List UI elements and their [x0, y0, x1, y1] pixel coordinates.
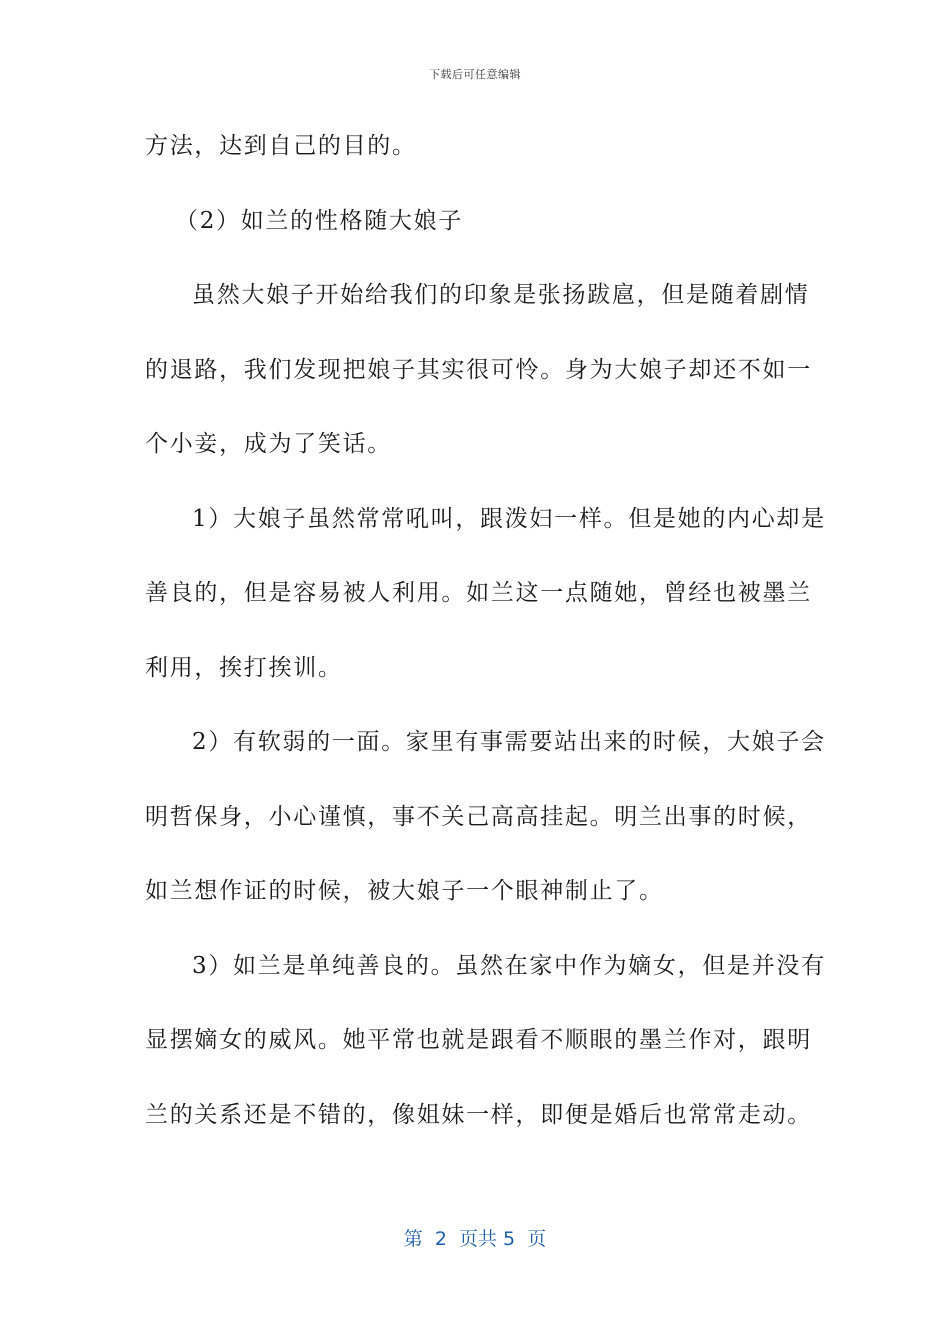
paragraph-line: 虽然大娘子开始给我们的印象是张扬跋扈，但是随着剧情 — [192, 282, 810, 308]
header-note: 下载后可任意编辑 — [429, 68, 521, 81]
paragraph-line: 2）有软弱的一面。家里有事需要站出来的时候，大娘子会 — [192, 729, 826, 755]
document-body — [145, 121, 826, 1164]
paragraph-line: 善良的，但是容易被人利用。如兰这一点随她，曾经也被墨兰 — [145, 580, 812, 606]
paragraph-line: 兰的关系还是不错的，像姐妹一样，即便是婚后也常常走动。 — [145, 1101, 812, 1128]
paragraph-line: 利用，挨打挨训。 — [145, 654, 343, 681]
paragraph-line: 明哲保身，小心谨慎，事不关己高高挂起。明兰出事的时候， — [145, 803, 812, 830]
paragraph-line: 3）如兰是单纯善良的。虽然在家中作为嫡女，但是并没有 — [192, 952, 826, 979]
paragraph-line: 的退路，我们发现把娘子其实很可怜。身为大娘子却还不如一 — [145, 356, 812, 383]
section-heading: （2）如兰的性格随大娘子 — [175, 207, 464, 234]
paragraph-line: 1）大娘子虽然常常吼叫，跟泼妇一样。但是她的内心却是 — [192, 505, 826, 532]
paragraph-line: 方法，达到自己的目的。 — [145, 133, 417, 159]
page-number: 第 2 页共 5 页 — [403, 1228, 547, 1250]
paragraph-line: 如兰想作证的时候，被大娘子一个眼神制止了。 — [145, 878, 664, 904]
paragraph-line: 个小妾，成为了笑话。 — [145, 431, 392, 457]
paragraph-line: 显摆嫡女的威风。她平常也就是跟看不顺眼的墨兰作对，跟明 — [145, 1027, 812, 1053]
